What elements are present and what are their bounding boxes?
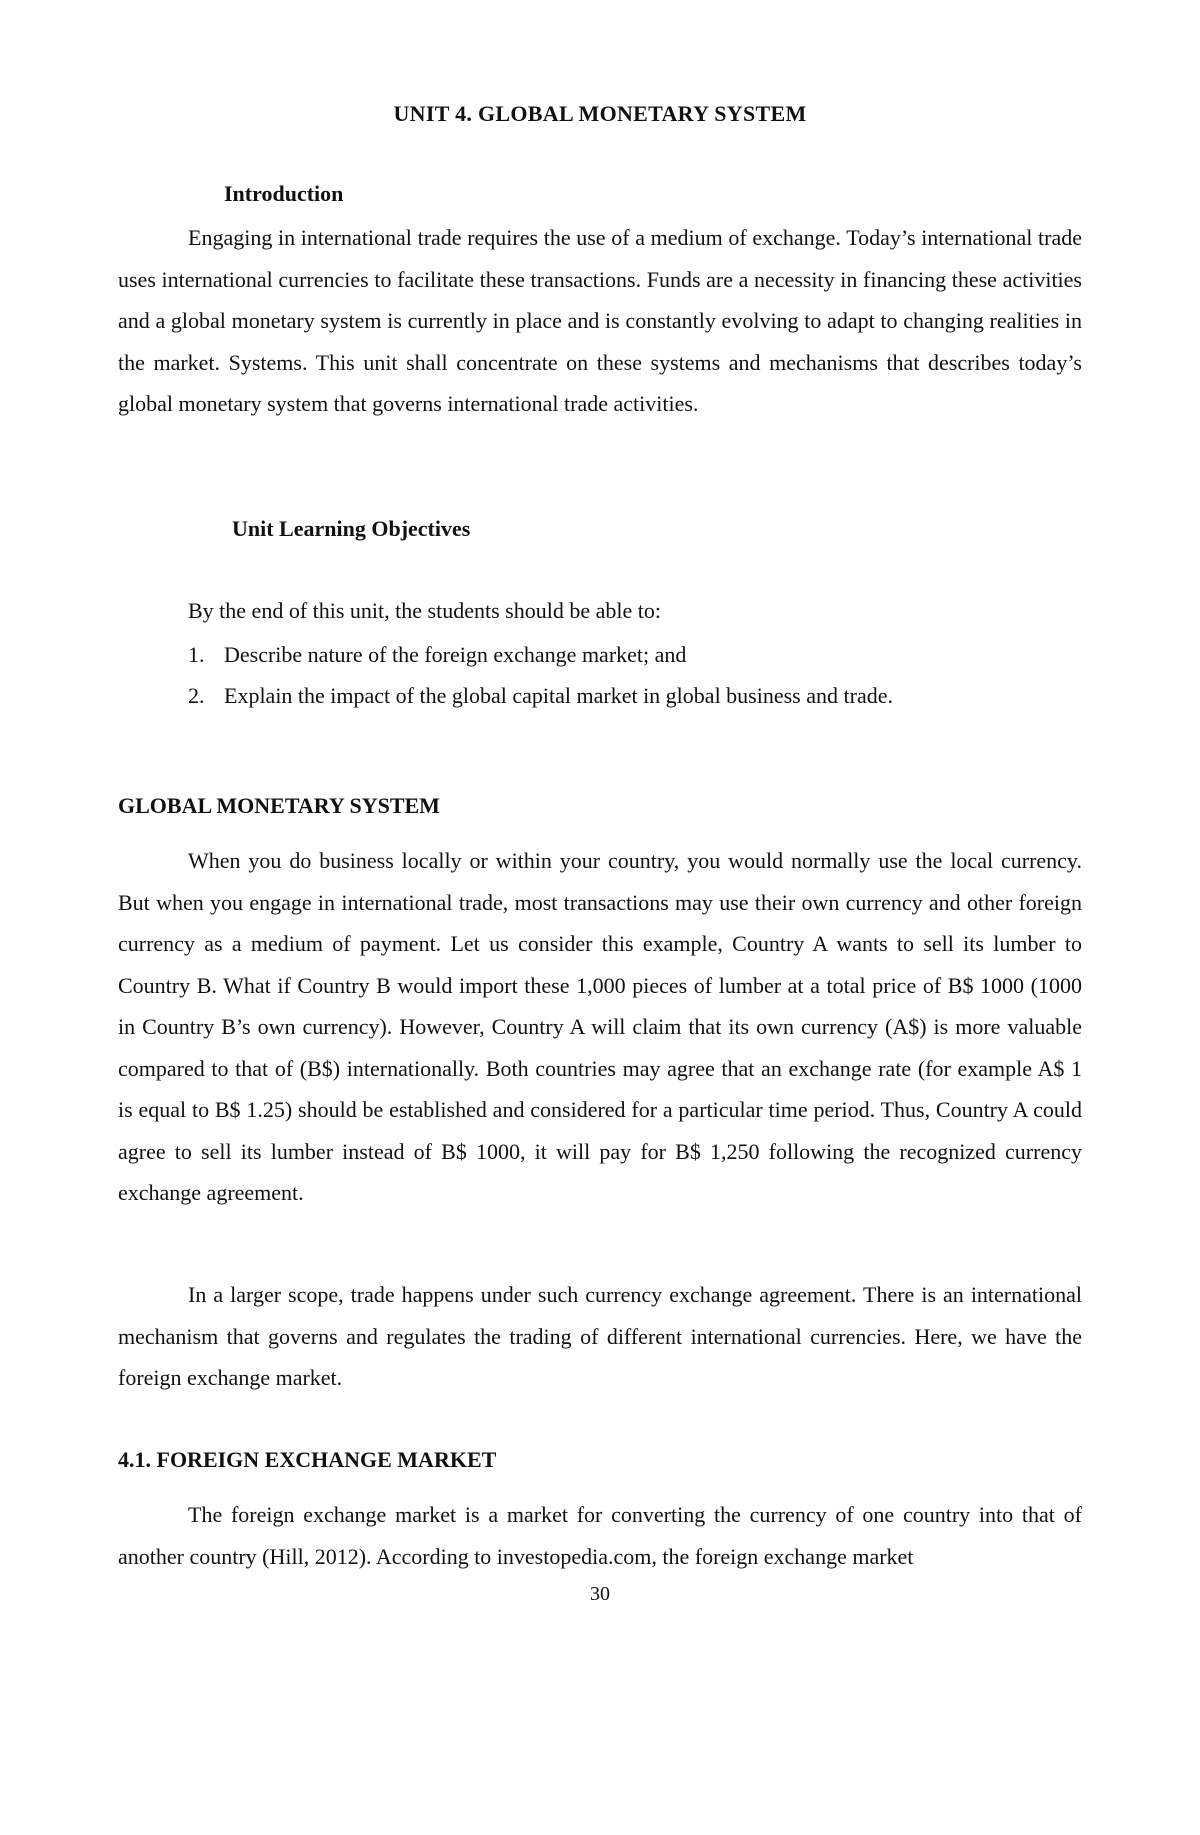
introduction-heading: Introduction	[224, 181, 344, 206]
list-item-number: 1.	[188, 642, 205, 667]
page-number: 30	[590, 1583, 610, 1605]
list-item-number: 2.	[188, 683, 205, 708]
list-item-text: Describe nature of the foreign exchange market; and	[224, 642, 687, 667]
introduction-paragraph: Engaging in international trade requires the use of a medium of exchange. Today’s international trade uses international currencies to facilitate these transactions. Funds are a necessity in financing these activities and a global monetary system is currently in place and is constantly evolving to adapt to changing realities in the market. Systems. This unit shall concentrate on these systems and mechanisms that describes today’s global monetary system that governs international trade activities.	[118, 225, 1082, 416]
list-item-text: Explain the impact of the global capital market in global business and trade.	[224, 683, 893, 708]
objectives-heading: Unit Learning Objectives	[232, 516, 471, 541]
gms-paragraph-1: When you do business locally or within your country, you would normally use the local currency. But when you engage in international trade, most transactions may use their own currency and other foreign currency as a medium of payment. Let us consider this example, Country A wants to sell its lumber to Country B. What if Country B would import these 1,000 pieces of lumber at a total price of B$ 1000 (1000 in Country B’s own currency). However, Country A will claim that its own currency (A$) is more valuable compared to that of (B$) internationally. Both countries may agree that an exchange rate (for example A$ 1 is equal to B$ 1.25) should be established and considered for a particular time period. Thus, Country A could agree to sell its lumber instead of B$ 1000, it will pay for B$ 1,250 following the recognized currency exchange agreement.	[118, 848, 1082, 1205]
gms-paragraph-2: In a larger scope, trade happens under such currency exchange agreement. There is an international mechanism that governs and regulates the trading of different international currencies. Here, we have the foreign exchange market.	[118, 1282, 1082, 1390]
fx-paragraph: The foreign exchange market is a market for converting the currency of one country into that of another country (Hill, 2012). According to investopedia.com, the foreign exchange market	[118, 1502, 1082, 1569]
fx-heading: 4.1. FOREIGN EXCHANGE MARKET	[118, 1447, 497, 1472]
objectives-lead: By the end of this unit, the students should be able to:	[188, 598, 661, 623]
gms-heading: GLOBAL MONETARY SYSTEM	[118, 793, 440, 818]
list-item	[188, 634, 893, 675]
list-item	[188, 675, 893, 716]
unit-title: UNIT 4. GLOBAL MONETARY SYSTEM	[393, 101, 807, 126]
objectives-list	[188, 634, 893, 716]
